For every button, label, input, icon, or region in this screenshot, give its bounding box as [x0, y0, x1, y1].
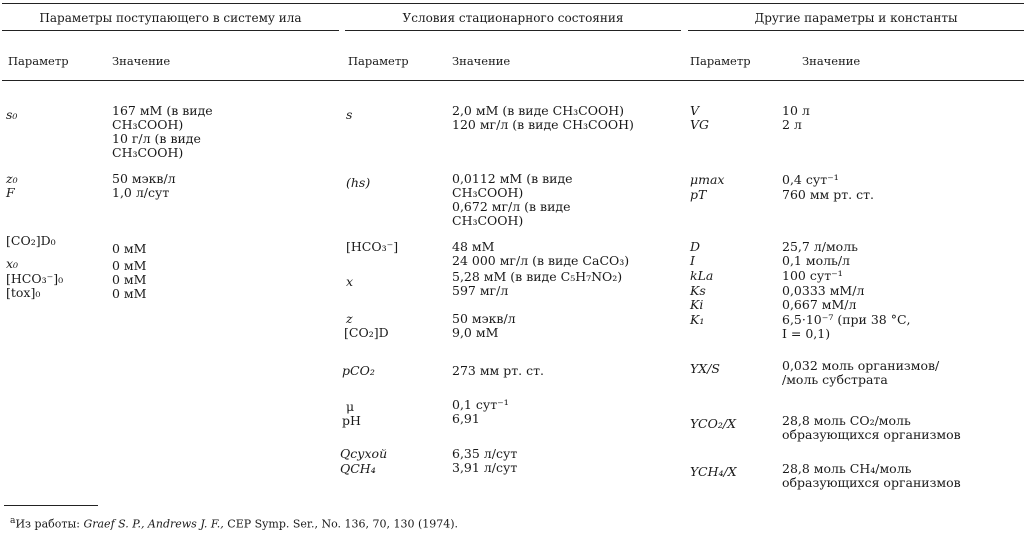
footnote-marker: а	[10, 515, 16, 526]
header-bottom-rule	[2, 80, 1024, 81]
group-rule-3	[688, 30, 1024, 31]
c2-qdry-value: 6,35 л/сут	[452, 446, 518, 461]
c1-x0-symbol: x₀	[6, 256, 19, 271]
c1-hco3-value: 0 мМ	[112, 272, 147, 287]
c2-co2d-symbol: [CO₂]D	[344, 325, 389, 340]
c1-F-symbol: F	[6, 185, 15, 200]
c1-F-value: 1,0 л/сут	[112, 185, 170, 200]
c2-s-value: 2,0 мМ (в виде CH₃COOH) 120 мг/л (в виде CH₃COOH)	[452, 103, 634, 132]
group-header-steady-state: Условия стационарного состояния	[402, 11, 624, 25]
c1-co2d0-symbol: [CO₂]D₀	[6, 233, 56, 248]
c3-yxs-value: 0,032 моль организмов/ /моль субстрата	[782, 358, 940, 387]
table-top-rule	[2, 3, 1024, 4]
c3-V-value: 10 л	[782, 103, 810, 118]
c1-tox-symbol: [tox]₀	[6, 285, 41, 300]
c3-VG-symbol: VG	[690, 117, 710, 132]
footnote-source: CEP Symp. Ser., No. 136, 70, 130 (1974).	[223, 517, 459, 531]
c2-pco2-symbol: pCO₂	[342, 363, 375, 378]
c3-mumax-symbol: μmax	[690, 172, 725, 187]
c3-V-symbol: V	[690, 103, 700, 118]
c3-yco2-symbol: YCO₂/X	[690, 416, 736, 431]
c2-hco3-value: 48 мМ 24 000 мг/л (в виде CaCO₃)	[452, 239, 630, 268]
c3-Ki-value: 0,667 мМ/л	[782, 297, 857, 312]
c2-co2d-value: 9,0 мМ	[452, 325, 499, 340]
c2-qdry-symbol: Qсухой	[340, 446, 388, 461]
c2-hs-value: 0,0112 мМ (в виде CH₃COOH) 0,672 мг/л (в виде CH₃COOH)	[452, 171, 573, 228]
c3-pt-value: 760 мм рт. ст.	[782, 187, 875, 202]
footnote	[10, 514, 458, 532]
group-header-constants: Другие параметры и константы	[754, 11, 958, 25]
col-header-param-1: Параметр	[8, 54, 69, 68]
footnote-rule	[4, 505, 98, 506]
c2-qch4-symbol: QCH₄	[340, 461, 376, 476]
c3-yco2-value: 28,8 моль CO₂/моль образующихся организмов	[782, 413, 961, 442]
group-header-inflow: Параметры поступающего в систему ила	[39, 11, 302, 25]
footnote-lead: Из работы:	[15, 517, 84, 531]
c2-z-symbol: z	[346, 311, 353, 326]
c1-s0-symbol: s₀	[6, 107, 18, 122]
c3-D-symbol: D	[690, 239, 701, 254]
c2-pco2-value: 273 мм рт. ст.	[452, 363, 545, 378]
group-rule-2	[345, 30, 681, 31]
c3-ych4-value: 28,8 моль CH₄/моль образующихся организмов	[782, 461, 961, 490]
c3-kla-symbol: kLa	[690, 268, 714, 283]
c3-D-value: 25,7 л/моль	[782, 239, 858, 254]
col-header-value-2: Значение	[452, 54, 511, 68]
c3-Ks-symbol: Ks	[690, 283, 706, 298]
c1-hco3-symbol: [HCO₃⁻]₀	[6, 271, 64, 286]
c3-K1-value: 6,5·10⁻⁷ (при 38 °С, I = 0,1)	[782, 312, 911, 341]
col-header-value-3: Значение	[802, 54, 861, 68]
footnote-authors: Graef S. P., Andrews J. F.,	[83, 517, 224, 531]
c1-z0-symbol: z₀	[6, 171, 18, 186]
c1-co2d0-value: 0 мМ	[112, 241, 147, 256]
col-header-param-2: Параметр	[348, 54, 409, 68]
c3-Ks-value: 0,0333 мМ/л	[782, 283, 865, 298]
c2-hco3-symbol: [HCO₃⁻]	[346, 239, 399, 254]
c2-x-value: 5,28 мМ (в виде C₅H₇NO₂) 597 мг/л	[452, 269, 623, 298]
c1-x0-value: 0 мМ	[112, 258, 147, 273]
c2-qch4-value: 3,91 л/сут	[452, 460, 518, 475]
c2-s-symbol: s	[346, 107, 353, 122]
c3-I-value: 0,1 моль/л	[782, 253, 850, 268]
c3-VG-value: 2 л	[782, 117, 802, 132]
c3-I-symbol: I	[690, 253, 695, 268]
c2-z-value: 50 мэкв/л	[452, 311, 516, 326]
c1-s0-value: 167 мМ (в виде CH₃COOH) 10 г/л (в виде CH₃COOH)	[112, 103, 213, 160]
c2-ph-symbol: pH	[342, 413, 361, 428]
c3-pt-symbol: pT	[690, 187, 707, 202]
c2-x-symbol: x	[346, 274, 354, 289]
c2-hs-symbol: (hs)	[346, 175, 371, 190]
c1-z0-value: 50 мэкв/л	[112, 171, 176, 186]
c3-yxs-symbol: YX/S	[690, 361, 720, 376]
c2-ph-value: 6,91	[452, 411, 480, 426]
col-header-value-1: Значение	[112, 54, 171, 68]
c3-ych4-symbol: YCH₄/X	[690, 464, 737, 479]
c3-Ki-symbol: Ki	[690, 297, 704, 312]
c3-K1-symbol: K₁	[690, 312, 705, 327]
col-header-param-3: Параметр	[690, 54, 751, 68]
c3-mumax-value: 0,4 сут⁻¹	[782, 172, 839, 187]
c2-mu-symbol: μ	[346, 399, 355, 414]
c1-tox-value: 0 мМ	[112, 286, 147, 301]
c3-kla-value: 100 сут⁻¹	[782, 268, 843, 283]
c2-mu-value: 0,1 сут⁻¹	[452, 397, 509, 412]
group-rule-1	[2, 30, 339, 31]
